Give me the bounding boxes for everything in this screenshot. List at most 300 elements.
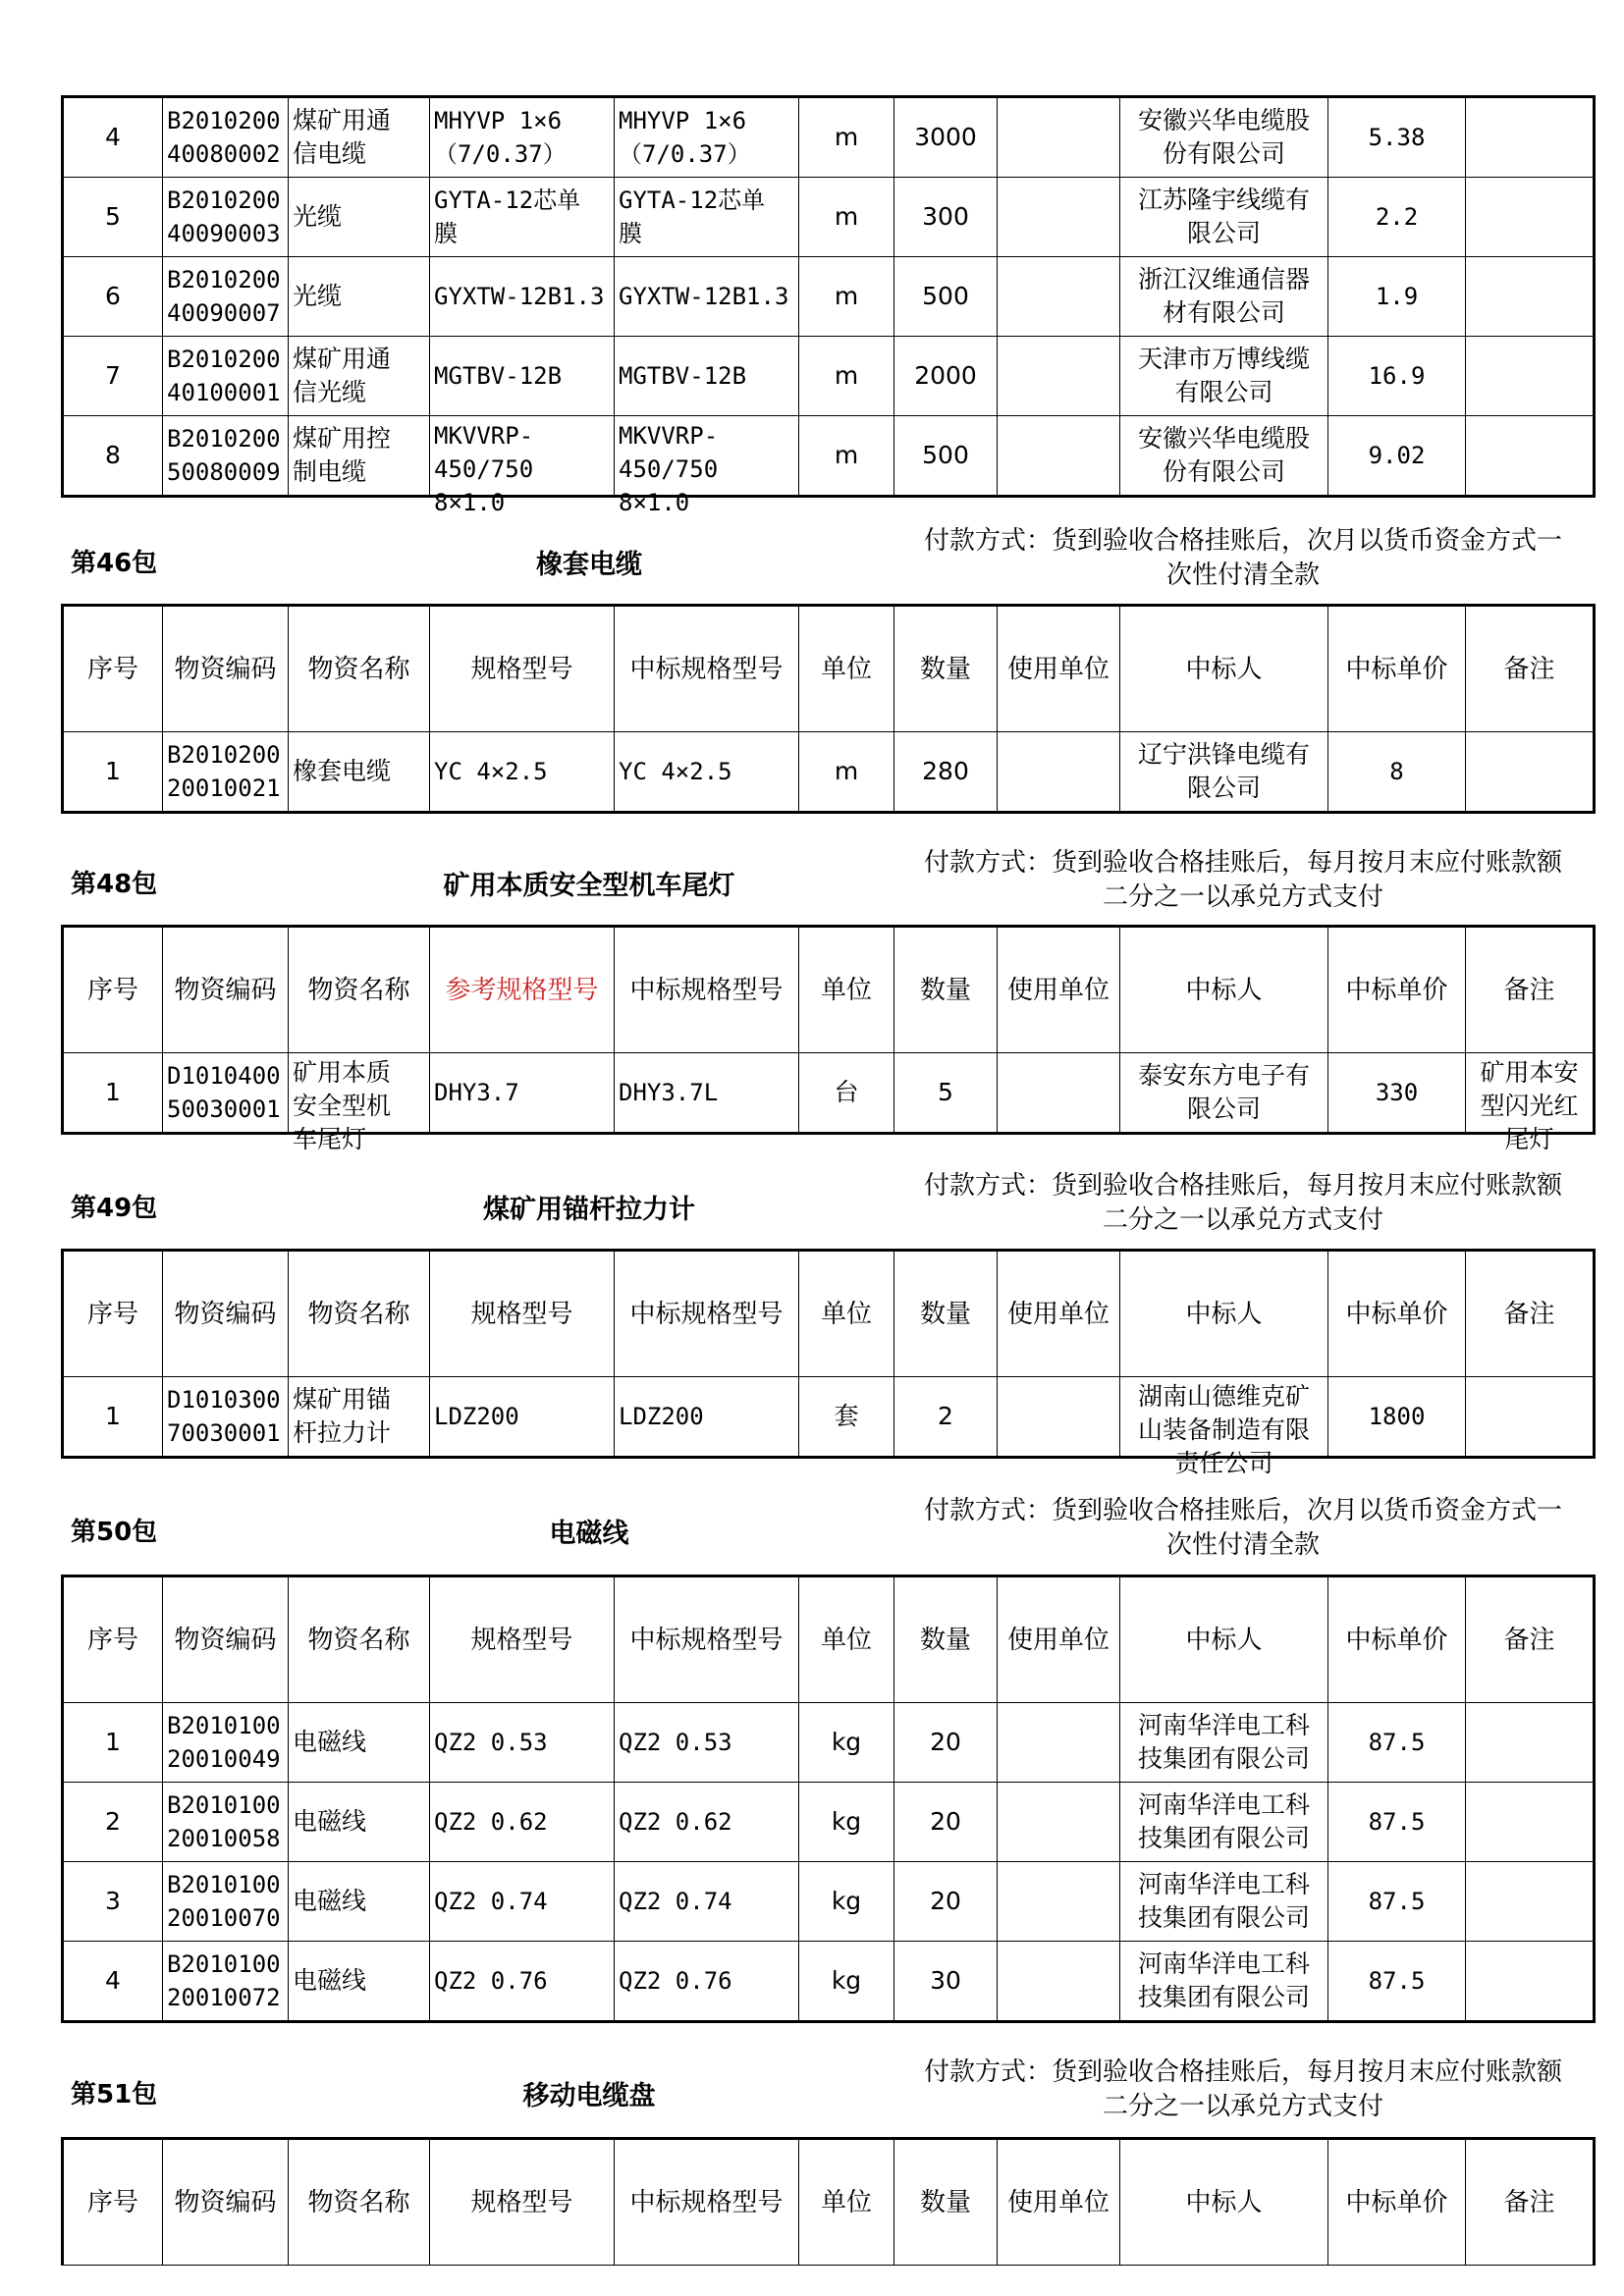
column-header-material-code: 物资编码 xyxy=(163,1576,289,1703)
remarks xyxy=(1466,337,1595,416)
column-header-remarks: 备注 xyxy=(1466,2139,1595,2266)
unit-text: m xyxy=(834,441,859,469)
winning-unit-price-text: 2.2 xyxy=(1375,203,1419,231)
column-header-row-number: 序号 xyxy=(63,1251,163,1377)
winning-spec-model xyxy=(615,337,799,416)
material-code-text: B2010100 20010070 xyxy=(167,1871,281,1932)
payment-terms xyxy=(893,1494,1593,1563)
row-number-text: 1 xyxy=(105,1402,121,1430)
package-number: 第50包 xyxy=(71,1518,158,1547)
column-header-spec-model: 规格型号 xyxy=(430,2139,615,2266)
winning-spec-model xyxy=(615,1377,799,1458)
payment-terms xyxy=(893,1169,1593,1238)
unit xyxy=(799,178,894,257)
winning-unit-price xyxy=(1328,1703,1466,1783)
spec-model xyxy=(430,1862,615,1942)
winning-spec-model xyxy=(615,1862,799,1942)
using-unit xyxy=(998,1703,1120,1783)
winning-spec-model xyxy=(615,1942,799,2022)
winning-unit-price xyxy=(1328,1377,1466,1458)
column-header-spec-model: 参考规格型号 xyxy=(430,927,615,1053)
unit-text: kg xyxy=(831,1807,862,1836)
material-code-text: D1010400 50030001 xyxy=(167,1062,281,1123)
winning-bidder xyxy=(1120,1053,1328,1134)
spec-model-text: YC 4×2.5 xyxy=(434,758,548,785)
remarks xyxy=(1466,1783,1595,1862)
remarks xyxy=(1466,416,1595,497)
winning-spec-model-text: LDZ200 xyxy=(619,1403,704,1430)
material-name-text: 矿用本质 安全型机 车尾灯 xyxy=(293,1058,392,1153)
column-header-using-unit: 使用单位 xyxy=(998,606,1120,732)
quantity xyxy=(894,178,998,257)
using-unit xyxy=(998,1862,1120,1942)
unit xyxy=(799,416,894,497)
winning-bidder xyxy=(1120,1783,1328,1862)
quantity-text: 3000 xyxy=(914,123,977,151)
row-number xyxy=(63,1377,163,1458)
unit xyxy=(799,1783,894,1862)
column-header-winning-bidder: 中标人 xyxy=(1120,2139,1328,2266)
row-number xyxy=(63,97,163,178)
winning-spec-model xyxy=(615,178,799,257)
row-number-text: 4 xyxy=(105,1966,121,1995)
spec-model-text: MHYVP 1×6 （7/0.37） xyxy=(434,107,567,168)
spec-model xyxy=(430,1377,615,1458)
winning-spec-model-text: QZ2 0.53 xyxy=(619,1729,732,1756)
payment-terms-text: 付款方式：货到验收合格挂账后，每月按月末应付账款额 二分之一以承兑方式支付 xyxy=(923,2057,1562,2121)
remarks xyxy=(1466,1862,1595,1942)
quantity-text: 30 xyxy=(930,1966,961,1995)
column-header-material-name: 物资名称 xyxy=(289,1576,430,1703)
quantity xyxy=(894,1703,998,1783)
material-name xyxy=(289,97,430,178)
spec-model xyxy=(430,97,615,178)
column-header-material-name: 物资名称 xyxy=(289,606,430,732)
row-number-text: 8 xyxy=(105,441,121,469)
spec-model xyxy=(430,337,615,416)
package-table xyxy=(61,1249,1596,1477)
table-row xyxy=(63,1377,1595,1458)
material-code-text: D1010300 70030001 xyxy=(167,1386,281,1447)
winning-spec-model-text: MHYVP 1×6 （7/0.37） xyxy=(619,107,751,168)
continued-items-table xyxy=(61,95,1596,516)
package-title: 煤矿用锚杆拉力计 xyxy=(483,1195,695,1225)
material-code xyxy=(163,337,289,416)
material-name-text: 煤矿用通 信光缆 xyxy=(293,345,392,406)
material-name xyxy=(289,178,430,257)
winning-spec-model xyxy=(615,416,799,516)
winning-unit-price xyxy=(1328,257,1466,337)
column-header-unit: 单位 xyxy=(799,1251,894,1377)
column-header-material-code: 物资编码 xyxy=(163,927,289,1053)
column-header-unit: 单位 xyxy=(799,606,894,732)
material-name-text: 电磁线 xyxy=(293,1728,367,1756)
winning-spec-model-text: YC 4×2.5 xyxy=(619,758,732,785)
column-header-quantity: 数量 xyxy=(894,606,998,732)
unit xyxy=(799,337,894,416)
unit-text: 套 xyxy=(834,1402,859,1430)
table-header-row xyxy=(63,927,1595,1053)
column-header-winning-unit-price: 中标单价 xyxy=(1328,1251,1466,1377)
spec-model-text: QZ2 0.53 xyxy=(434,1729,548,1756)
column-header-using-unit: 使用单位 xyxy=(998,927,1120,1053)
column-header-winning-bidder: 中标人 xyxy=(1120,927,1328,1053)
material-code xyxy=(163,257,289,337)
payment-terms-text: 付款方式：货到验收合格挂账后，每月按月末应付账款额 二分之一以承兑方式支付 xyxy=(923,1171,1562,1235)
winning-spec-model-text: DHY3.7L xyxy=(619,1079,719,1106)
winning-unit-price xyxy=(1328,1862,1466,1942)
unit xyxy=(799,1703,894,1783)
winning-unit-price xyxy=(1328,416,1466,497)
row-number xyxy=(63,337,163,416)
column-header-winning-spec-model: 中标规格型号 xyxy=(615,1576,799,1703)
quantity xyxy=(894,1942,998,2022)
winning-spec-model-text: GYXTW-12B1.3 xyxy=(619,283,789,310)
table-header-row xyxy=(63,606,1595,732)
material-code xyxy=(163,97,289,178)
winning-bidder xyxy=(1120,732,1328,813)
using-unit xyxy=(998,1377,1120,1458)
spec-model-text: QZ2 0.74 xyxy=(434,1888,548,1915)
payment-terms xyxy=(893,846,1593,915)
spec-model xyxy=(430,732,615,813)
winning-unit-price-text: 87.5 xyxy=(1368,1808,1426,1836)
column-header-using-unit: 使用单位 xyxy=(998,1251,1120,1377)
package-number: 第46包 xyxy=(71,549,158,578)
column-header-winning-unit-price: 中标单价 xyxy=(1328,1576,1466,1703)
winning-bidder xyxy=(1120,337,1328,416)
using-unit xyxy=(998,1783,1120,1862)
spec-model-text: MGTBV-12B xyxy=(434,362,563,390)
using-unit xyxy=(998,97,1120,178)
using-unit xyxy=(998,416,1120,497)
quantity xyxy=(894,732,998,813)
winning-bidder-text: 江苏隆宇线缆有 限公司 xyxy=(1137,186,1310,247)
spec-model xyxy=(430,1703,615,1783)
unit xyxy=(799,732,894,813)
spec-model-text: QZ2 0.76 xyxy=(434,1967,548,1995)
winning-bidder-text: 泰安东方电子有 限公司 xyxy=(1137,1061,1310,1123)
payment-terms xyxy=(893,2056,1593,2124)
material-name-text: 电磁线 xyxy=(293,1887,367,1915)
using-unit xyxy=(998,337,1120,416)
column-header-spec-model: 规格型号 xyxy=(430,1576,615,1703)
quantity xyxy=(894,337,998,416)
table-row xyxy=(63,97,1595,178)
winning-bidder-text: 天津市万博线缆 有限公司 xyxy=(1137,345,1310,406)
row-number xyxy=(63,1703,163,1783)
unit-text: m xyxy=(834,282,859,310)
unit-text: kg xyxy=(831,1887,862,1915)
row-number-text: 4 xyxy=(105,123,121,151)
row-number xyxy=(63,1862,163,1942)
package-number: 第48包 xyxy=(71,870,158,899)
quantity xyxy=(894,1053,998,1134)
material-code-text: B2010200 20010021 xyxy=(167,741,281,802)
spec-model xyxy=(430,1942,615,2022)
column-header-material-name: 物资名称 xyxy=(289,2139,430,2266)
row-number-text: 2 xyxy=(105,1807,121,1836)
column-header-unit: 单位 xyxy=(799,1576,894,1703)
column-header-winning-unit-price: 中标单价 xyxy=(1328,927,1466,1053)
package-number: 第51包 xyxy=(71,2080,158,2109)
payment-terms-text: 付款方式：货到验收合格挂账后，次月以货币资金方式一 次性付清全款 xyxy=(923,526,1562,590)
column-header-row-number: 序号 xyxy=(63,927,163,1053)
using-unit xyxy=(998,1053,1120,1134)
spec-model xyxy=(430,416,615,516)
column-header-remarks: 备注 xyxy=(1466,1251,1595,1377)
column-header-winning-spec-model: 中标规格型号 xyxy=(615,2139,799,2266)
winning-spec-model xyxy=(615,257,799,337)
winning-bidder-text: 河南华洋电工科 技集团有限公司 xyxy=(1137,1790,1310,1852)
winning-spec-model xyxy=(615,1053,799,1134)
winning-spec-model-text: MGTBV-12B xyxy=(619,362,747,390)
column-header-quantity: 数量 xyxy=(894,927,998,1053)
table-row xyxy=(63,257,1595,337)
material-name xyxy=(289,1053,430,1153)
column-header-material-name: 物资名称 xyxy=(289,927,430,1053)
material-code-text: B2010100 20010072 xyxy=(167,1950,281,2011)
row-number-text: 3 xyxy=(105,1887,121,1915)
material-code-text: B2010200 40100001 xyxy=(167,346,281,406)
quantity-text: 280 xyxy=(922,757,969,785)
spec-model-text: MKVVRP- 450/750 8×1.0 xyxy=(434,422,534,516)
winning-unit-price-text: 87.5 xyxy=(1368,1967,1426,1995)
column-header-quantity: 数量 xyxy=(894,1251,998,1377)
using-unit xyxy=(998,257,1120,337)
column-header-remarks: 备注 xyxy=(1466,1576,1595,1703)
winning-spec-model-text: GYTA-12芯单 膜 xyxy=(619,187,766,247)
winning-unit-price-text: 8 xyxy=(1389,758,1404,785)
material-name-text: 电磁线 xyxy=(293,1966,367,1995)
column-header-remarks: 备注 xyxy=(1466,606,1595,732)
winning-bidder-text: 河南华洋电工科 技集团有限公司 xyxy=(1137,1870,1310,1932)
winning-spec-model xyxy=(615,97,799,178)
spec-model xyxy=(430,178,615,257)
winning-unit-price-text: 16.9 xyxy=(1368,362,1426,390)
winning-bidder-text: 安徽兴华电缆股 份有限公司 xyxy=(1137,424,1310,486)
package-table xyxy=(61,925,1596,1153)
material-name-text: 橡套电缆 xyxy=(293,757,392,785)
quantity-text: 500 xyxy=(922,441,969,469)
unit-text: m xyxy=(834,202,859,231)
material-name-text: 光缆 xyxy=(293,202,343,231)
winning-bidder-text: 湖南山德维克矿 山装备制造有限 责任公司 xyxy=(1137,1382,1310,1477)
package-title: 移动电缆盘 xyxy=(522,2081,656,2111)
column-header-material-name: 物资名称 xyxy=(289,1251,430,1377)
column-header-spec-model: 规格型号 xyxy=(430,606,615,732)
material-code xyxy=(163,1942,289,2022)
row-number-text: 1 xyxy=(105,1728,121,1756)
table-row xyxy=(63,1053,1595,1134)
column-header-unit: 单位 xyxy=(799,927,894,1053)
winning-bidder xyxy=(1120,1703,1328,1783)
column-header-quantity: 数量 xyxy=(894,2139,998,2266)
quantity-text: 2 xyxy=(938,1402,953,1430)
column-header-winning-bidder: 中标人 xyxy=(1120,1251,1328,1377)
row-number-text: 6 xyxy=(105,282,121,310)
package-title: 橡套电缆 xyxy=(536,550,642,580)
row-number-text: 5 xyxy=(105,202,121,231)
table-header-row xyxy=(63,2139,1595,2266)
remarks xyxy=(1466,257,1595,337)
unit xyxy=(799,1053,894,1134)
package-table xyxy=(61,1575,1596,2023)
unit xyxy=(799,1942,894,2022)
unit xyxy=(799,257,894,337)
column-header-using-unit: 使用单位 xyxy=(998,1576,1120,1703)
winning-bidder xyxy=(1120,1942,1328,2022)
unit-text: m xyxy=(834,757,859,785)
quantity xyxy=(894,1862,998,1942)
winning-spec-model xyxy=(615,732,799,813)
winning-unit-price xyxy=(1328,97,1466,178)
row-number xyxy=(63,178,163,257)
winning-bidder xyxy=(1120,257,1328,337)
unit xyxy=(799,1862,894,1942)
winning-unit-price xyxy=(1328,178,1466,257)
table-row xyxy=(63,1783,1595,1862)
remarks xyxy=(1466,1053,1595,1153)
unit-text: m xyxy=(834,361,859,390)
column-header-row-number: 序号 xyxy=(63,2139,163,2266)
material-name xyxy=(289,337,430,416)
column-header-remarks: 备注 xyxy=(1466,927,1595,1053)
material-name xyxy=(289,1377,430,1458)
material-name xyxy=(289,1862,430,1942)
spec-model-text: LDZ200 xyxy=(434,1403,519,1430)
material-code xyxy=(163,1862,289,1942)
quantity xyxy=(894,1377,998,1458)
unit-text: kg xyxy=(831,1966,862,1995)
material-code-text: B2010100 20010049 xyxy=(167,1712,281,1773)
material-code-text: B2010200 50080009 xyxy=(167,425,281,486)
spec-model xyxy=(430,257,615,337)
winning-bidder xyxy=(1120,178,1328,257)
table-row xyxy=(63,732,1595,813)
row-number xyxy=(63,1942,163,2022)
material-code xyxy=(163,1053,289,1134)
material-name-text: 煤矿用锚 杆拉力计 xyxy=(293,1385,392,1447)
material-code xyxy=(163,1703,289,1783)
spec-model xyxy=(430,1053,615,1134)
column-header-material-code: 物资编码 xyxy=(163,606,289,732)
quantity xyxy=(894,257,998,337)
table-header-row xyxy=(63,1576,1595,1703)
material-code xyxy=(163,1377,289,1458)
column-header-winning-spec-model: 中标规格型号 xyxy=(615,1251,799,1377)
material-name xyxy=(289,1783,430,1862)
column-header-material-code: 物资编码 xyxy=(163,1251,289,1377)
winning-bidder xyxy=(1120,416,1328,497)
winning-unit-price-text: 9.02 xyxy=(1368,442,1426,469)
using-unit xyxy=(998,732,1120,813)
material-name-text: 煤矿用通 信电缆 xyxy=(293,106,392,168)
unit xyxy=(799,97,894,178)
row-number xyxy=(63,1783,163,1862)
column-header-row-number: 序号 xyxy=(63,1576,163,1703)
spec-model xyxy=(430,1783,615,1862)
material-name-text: 光缆 xyxy=(293,282,343,310)
material-name-text: 煤矿用控 制电缆 xyxy=(293,424,392,486)
table-row xyxy=(63,1703,1595,1783)
unit-text: 台 xyxy=(834,1078,859,1106)
remarks-text: 矿用本安 型闪光红 尾灯 xyxy=(1480,1058,1579,1153)
winning-bidder-text: 河南华洋电工科 技集团有限公司 xyxy=(1137,1949,1310,2011)
quantity-text: 20 xyxy=(930,1887,961,1915)
row-number xyxy=(63,257,163,337)
material-code-text: B2010200 40090007 xyxy=(167,266,281,327)
winning-bidder xyxy=(1120,1377,1328,1477)
material-code-text: B2010200 40090003 xyxy=(167,187,281,247)
material-code xyxy=(163,416,289,497)
package-table xyxy=(61,604,1596,814)
winning-unit-price-text: 1800 xyxy=(1368,1403,1426,1430)
winning-bidder-text: 安徽兴华电缆股 份有限公司 xyxy=(1137,106,1310,168)
row-number xyxy=(63,732,163,813)
material-code xyxy=(163,732,289,813)
material-name-text: 电磁线 xyxy=(293,1807,367,1836)
quantity xyxy=(894,97,998,178)
using-unit xyxy=(998,1942,1120,2022)
column-header-spec-model: 规格型号 xyxy=(430,1251,615,1377)
winning-spec-model-text: QZ2 0.62 xyxy=(619,1808,732,1836)
winning-unit-price-text: 1.9 xyxy=(1375,283,1419,310)
column-header-quantity: 数量 xyxy=(894,1576,998,1703)
material-name xyxy=(289,257,430,337)
unit-text: kg xyxy=(831,1728,862,1756)
table-row xyxy=(63,416,1595,497)
table-header-row xyxy=(63,1251,1595,1377)
winning-unit-price-text: 330 xyxy=(1375,1079,1419,1106)
column-header-using-unit: 使用单位 xyxy=(998,2139,1120,2266)
payment-terms-text: 付款方式：货到验收合格挂账后，次月以货币资金方式一 次性付清全款 xyxy=(923,1496,1562,1560)
winning-unit-price-text: 87.5 xyxy=(1368,1729,1426,1756)
winning-unit-price-text: 5.38 xyxy=(1368,124,1426,151)
winning-unit-price-text: 87.5 xyxy=(1368,1888,1426,1915)
row-number-text: 1 xyxy=(105,1078,121,1106)
table-row xyxy=(63,1942,1595,2022)
table-row xyxy=(63,178,1595,257)
unit-text: m xyxy=(834,123,859,151)
material-name xyxy=(289,1942,430,2022)
column-header-winning-bidder: 中标人 xyxy=(1120,1576,1328,1703)
row-number-text: 7 xyxy=(105,361,121,390)
quantity-text: 20 xyxy=(930,1807,961,1836)
quantity-text: 2000 xyxy=(914,361,977,390)
row-number-text: 1 xyxy=(105,757,121,785)
remarks xyxy=(1466,732,1595,813)
row-number xyxy=(63,416,163,497)
column-header-winning-unit-price: 中标单价 xyxy=(1328,606,1466,732)
column-header-material-code: 物资编码 xyxy=(163,2139,289,2266)
winning-unit-price xyxy=(1328,732,1466,813)
winning-unit-price xyxy=(1328,337,1466,416)
material-code xyxy=(163,1783,289,1862)
column-header-winning-unit-price: 中标单价 xyxy=(1328,2139,1466,2266)
material-code xyxy=(163,178,289,257)
winning-spec-model xyxy=(615,1703,799,1783)
material-name xyxy=(289,416,430,497)
package-table xyxy=(61,2137,1596,2266)
winning-unit-price xyxy=(1328,1942,1466,2022)
material-name xyxy=(289,732,430,813)
winning-bidder-text: 浙江汉维通信器 材有限公司 xyxy=(1137,265,1310,327)
table-row xyxy=(63,337,1595,416)
row-number xyxy=(63,1053,163,1134)
remarks xyxy=(1466,1377,1595,1458)
spec-model-text: GYXTW-12B1.3 xyxy=(434,283,605,310)
